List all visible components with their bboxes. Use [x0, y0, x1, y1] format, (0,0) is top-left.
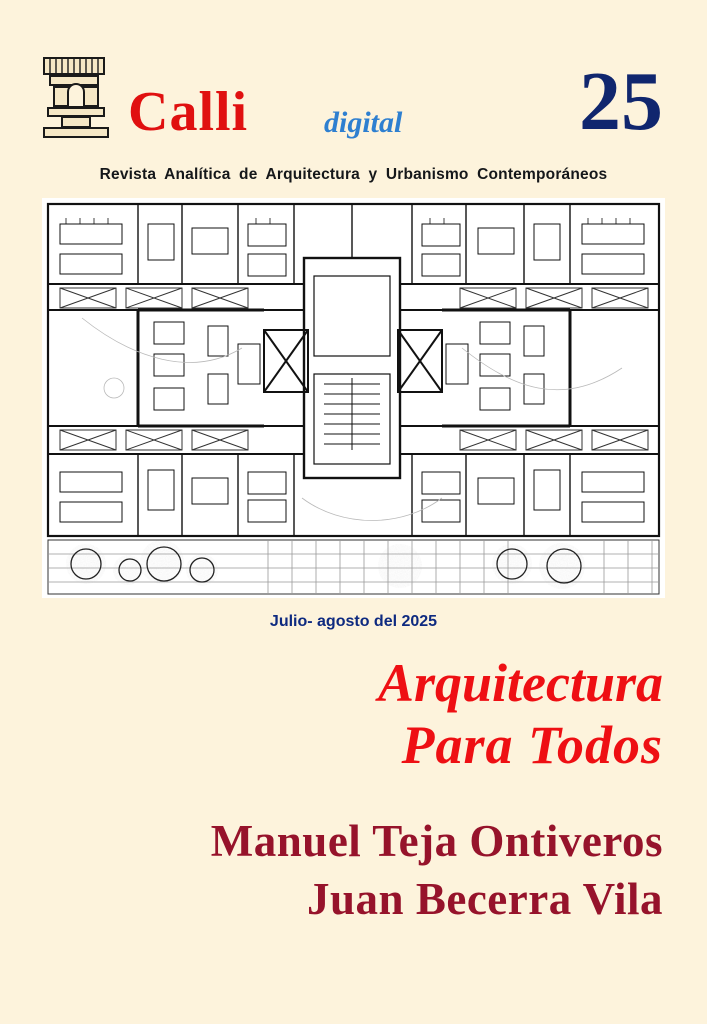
cover-title-line-2: Para Todos	[401, 715, 663, 775]
issue-date: Julio- agosto del 2025	[269, 613, 438, 630]
cover-authors	[0, 812, 707, 928]
author-name-2: Juan Becerra Vila	[307, 874, 663, 924]
cover-main-title	[0, 652, 707, 776]
publication-title: Calli	[128, 81, 249, 143]
cover-title-line-1: Arquitectura	[377, 653, 663, 713]
publication-tagline: Revista Analítica de Arquitectura y Urbanismo Contemporáneos	[99, 166, 608, 183]
publication-edition-label: digital	[324, 106, 403, 139]
calli-glyph-icon	[40, 54, 112, 142]
masthead	[0, 44, 707, 154]
floor-plan-image	[42, 198, 665, 598]
author-name-1: Manuel Teja Ontiveros	[210, 816, 663, 866]
issue-number: 25	[579, 55, 663, 148]
